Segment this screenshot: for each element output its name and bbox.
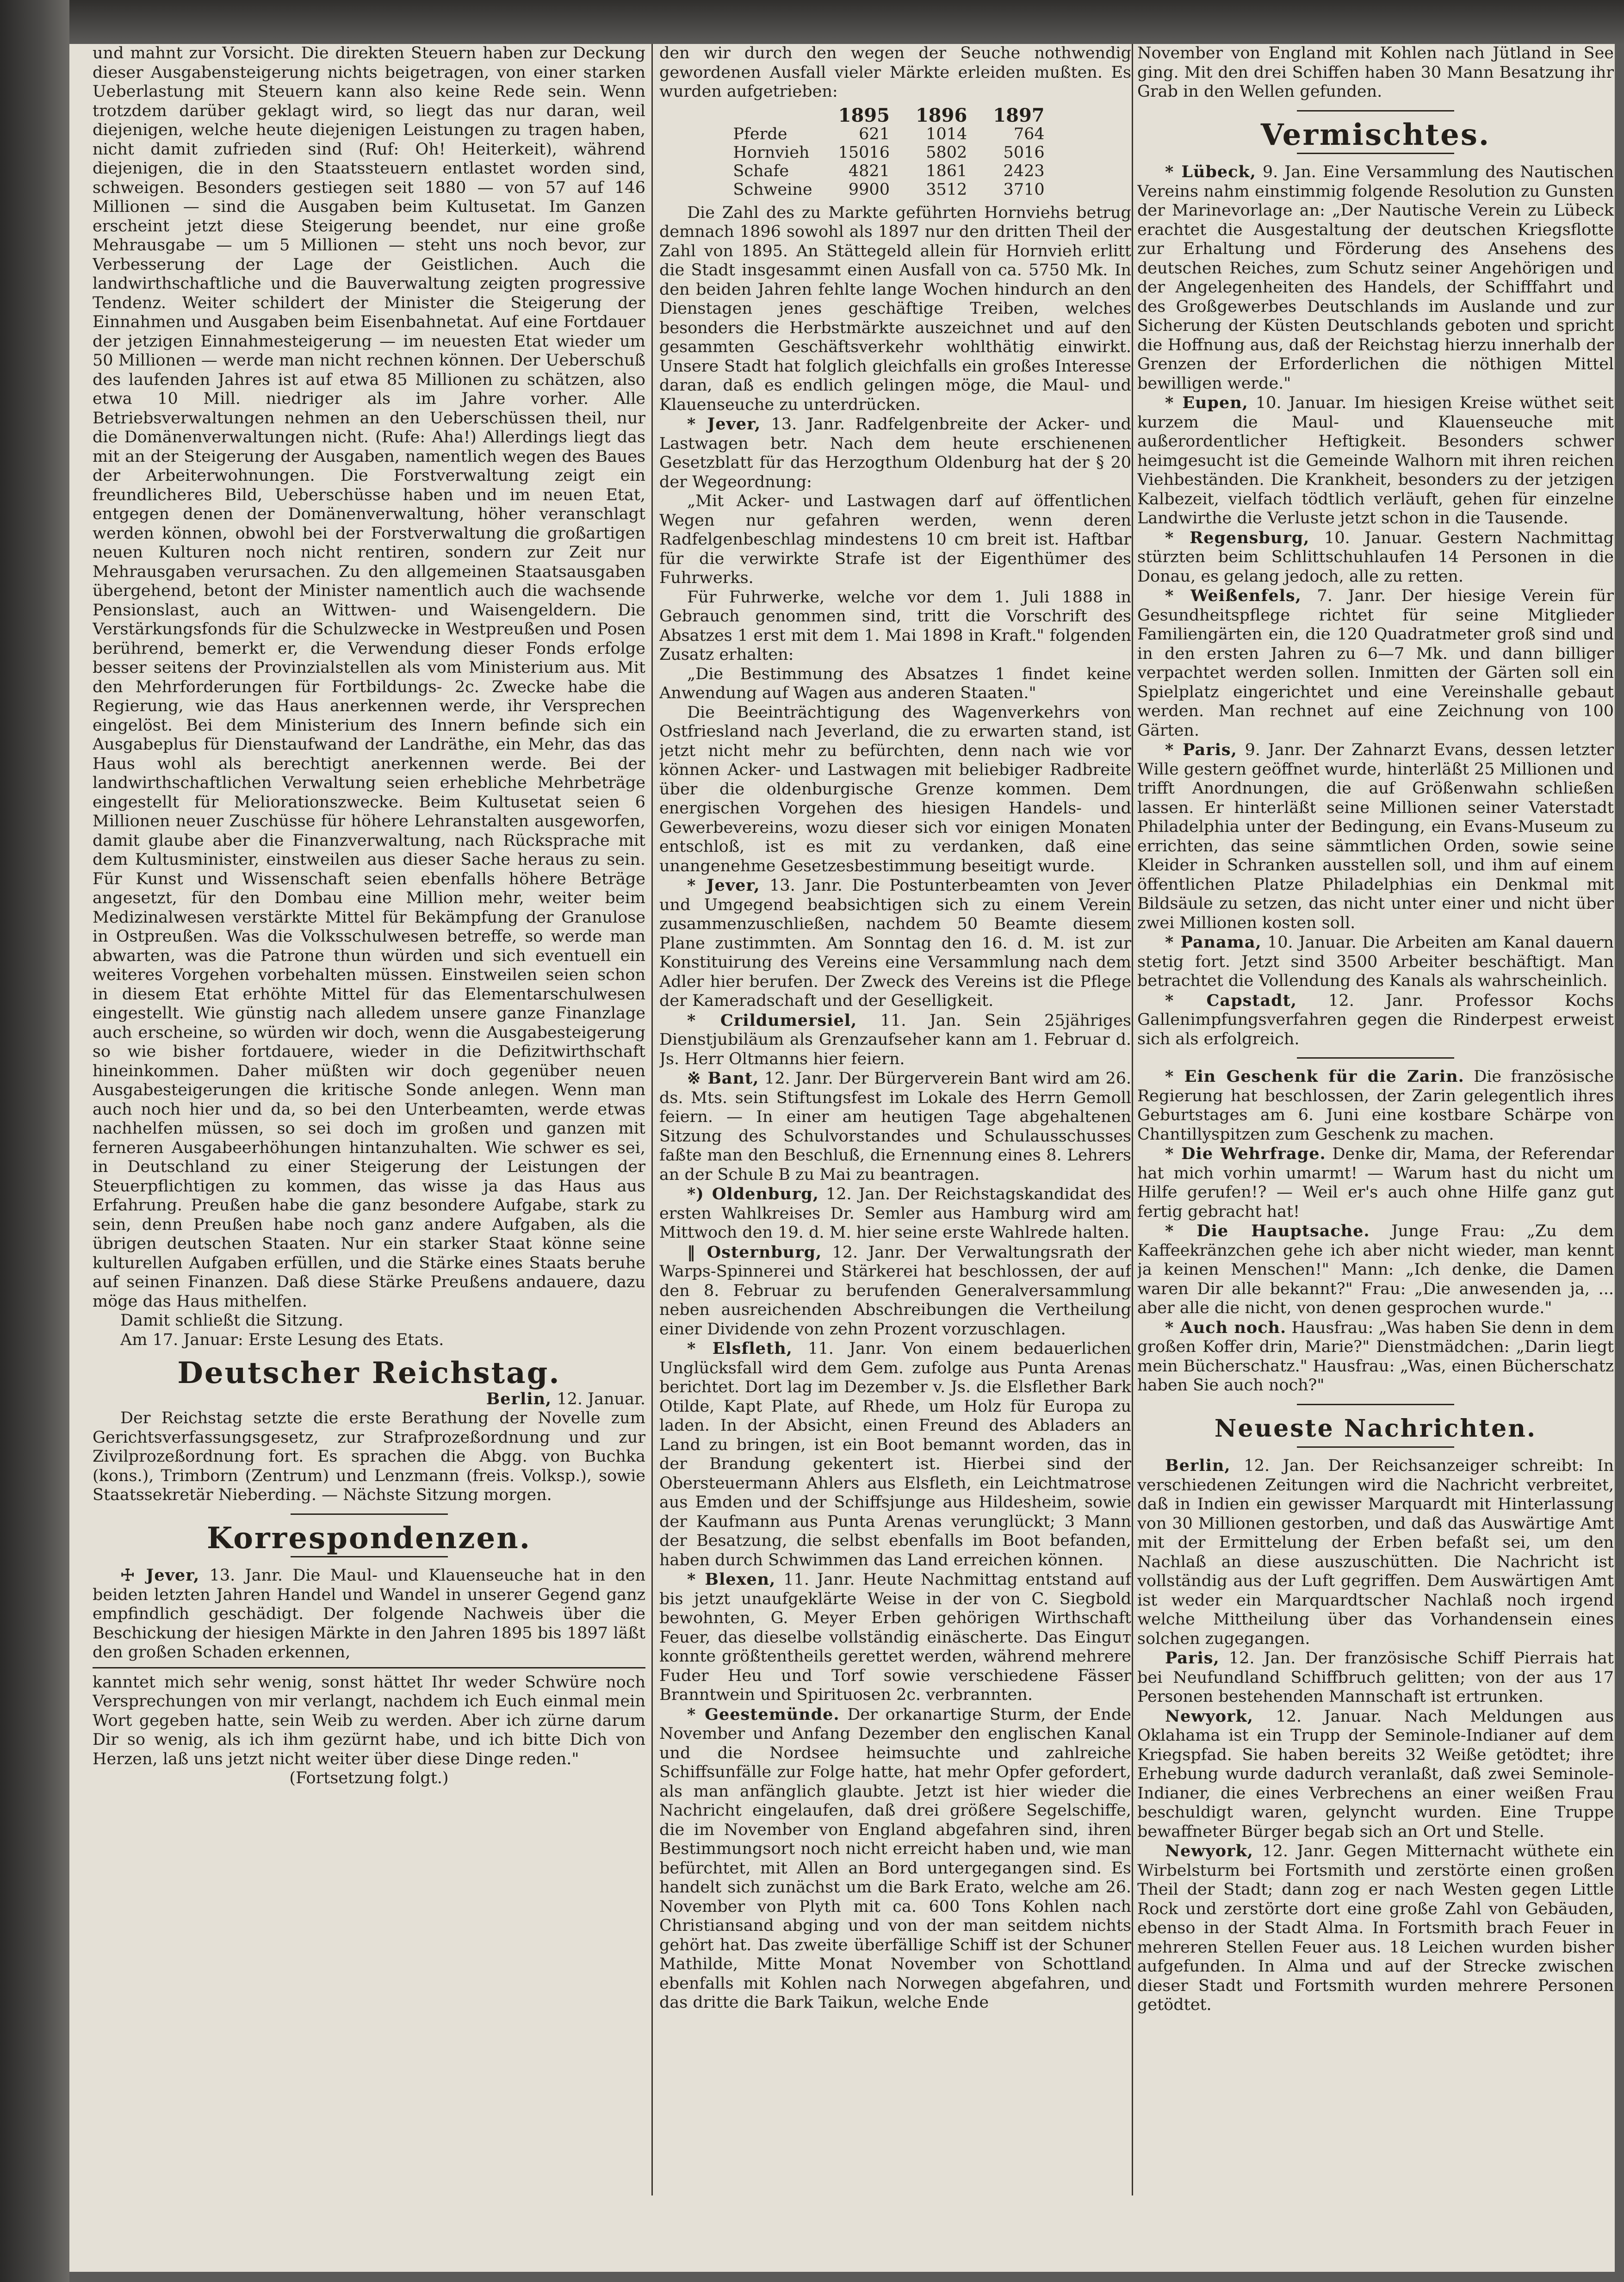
- news-item: [1137, 1842, 1614, 2015]
- article-continuation: und mahnt zur Vorsicht. Die direkten Steuern haben zur Deckung dieser Ausgabensteigerung nichts beigetragen, von einer starken Ueberlastung mit Steuern kann also keine Rede sein. Wenn trotzdem darüber geklagt wird, so liegt das nur daran, weil diejenigen, welche heute diejenigen Leistungen zu tragen haben, nicht damit zufrieden sind (Ruf: Oh! Heiterkeit), während diejenigen, die in den Staatssteuern entlastet worden sind, schweigen. Besonders gestiegen seit 1880 — von 57 auf 146 Millionen — sind die Ausgaben beim Kultusetat. Im Ganzen erscheint jetzt diese Steigerung beendet, nur eine große Mehrausgabe — um 5 Millionen — steht uns noch bevor, zur Verbesserung der Lage der Geistlichen. Auch die landwirthschaftliche und die Bauverwaltung zeigten progressive Tendenz. Weiter schildert der Minister die Steigerung der Einnahmen und Ausgaben beim Eisenbahnetat. Auf eine Fortdauer der jetzigen Einnahmesteigerung — im neuesten Etat wieder um 50 Millionen — werde man nicht rechnen können. Der Ueberschuß des laufenden Jahres ist auf etwa 85 Millionen zu schätzen, also etwa 10 Mill. niedriger als im Jahre vorher. Alle Betriebsverwaltungen nehmen an den Ueberschüssen theil, nur die Domänenverwaltungen nicht. (Rufe: Aha!) Allerdings liegt das mit an der Steigerung der Ausgaben, namentlich wegen des Baues der Arbeiterwohnungen. Die Forstverwaltung zeigt ein freundlicheres Bild, Ueberschüsse haben und im neuen Etat, entgegen denen der Domänenverwaltung, höher veranschlagt werden können, obwohl bei der Forstverwaltung die großartigen neuen Kulturen noch nicht rentiren, sondern zur Zeit nur Mehrausgaben verursachen. Zu den allgemeinen Staatsausgaben übergehend, betont der Minister namentlich auch die wachsende Pensionslast, auch an Wittwen- und Waisengeldern. Die Verstärkungsfonds für die Schulzwecke in Westpreußen und Posen berührend, bemerkt er, die Verwendung dieser Fonds erfolge besser seitens der Provinzialstellen als vom Ministerium aus. Mit den Mehrforderungen für Fortbildungs- 2c. Zwecke habe die Regierung, wie das Haus anerkennen werde, ihr Versprechen eingelöst. Bei dem Ministerium des Innern befinde sich ein Ausgabeplus für Dienstaufwand der Landräthe, ein Mehr, das das Haus wohl als berechtigt anerkennen werde. Bei der landwirthschaftlichen Verwaltung seien erhebliche Mehrbeträge eingestellt für Meliorationszwecke. Beim Kultusetat seien 6 Millionen neuer Zuschüsse für höhere Lehranstalten ausgeworfen, damit glaube aber die Finanzverwaltung, nach Rücksprache mit dem Kultusminister, einstweilen aus dieser Sache heraus zu sein. Für Kunst und Wissenschaft seien ebenfalls höhere Beträge angesetzt, für den Dombau eine Million mehr, weiter beim Medizinalwesen verstärkte Mittel für Bekämpfung der Granulose in Ostpreußen. Was die Volksschulwesen betreffe, so werde man abwarten, was die Patrone thun würden und sich eventuell ein weiteres Vorgehen vorbehalten müssen. Einstweilen seien schon in diesem Etat erhöhte Mittel für das Elementarschulwesen eingestellt. Wie günstig nach alledem unsere ganze Finanzlage auch erscheine, so würden wir doch, wenn die Ausgabesteigerung so wie bisher fortdauere, wieder in die Defizitwirthschaft hineinkommen. Daher müßten wir doch gegenüber neuen Ausgabesteigerungen die kritische Sonde anlegen. Wenn man auch noch hier und da, so bei den Unterbeamten, werde etwas nachhelfen müssen, so sei doch im großen und ganzen mit ferneren Ausgabeerhöhungen hintanzuhalten. Wie schwer es sei, in Deutschland zu einer Steigerung der Leistungen der Steuerpflichtigen zu kommen, das wisse ja das Haus aus Erfahrung. Preußen habe die ganz besondere Aufgabe, stark zu sein, denn Preußen habe noch ganz andere Aufgaben, als die übrigen deutschen Staaten. Nur ein starker Staat könne seine kulturellen Aufgaben erfüllen, und die Stärke eines Staats beruhe auf seinen Finanzen. Daß diese Stärke Preußens andauere, dazu möge das Haus mithelfen.: [93, 44, 645, 1311]
- section-divider: [291, 1513, 448, 1515]
- column-left: [93, 44, 645, 2195]
- dateline: * Paris,: [1165, 740, 1237, 759]
- news-item: [659, 703, 1131, 876]
- news-item: [1137, 528, 1614, 587]
- item-text: Junge Frau: „Zu dem Kaffeekränzchen gehe ich aber nicht wieder, man kennt ja keinen Menschen!" Mann: „Ich denke, die Damen waren Dir alle bekannt?" Frau: „Die anwesenden ja, ... aber alle die nicht, von denen gesprochen wurde.": [1137, 1222, 1614, 1317]
- dateline: * Jever,: [687, 876, 760, 895]
- section-divider: [291, 1556, 448, 1557]
- dateline: * Crildumersiel,: [687, 1011, 857, 1030]
- dateline: * Eupen,: [1165, 393, 1248, 412]
- section-divider: [1297, 153, 1454, 154]
- item-text: 12. Janr. Gegen Mitternacht wüthete ein Wirbelsturm bei Fortsmith und zerstörte einen großen Theil der Stadt; dann zog er nach Westen gegen Little Rock und zerstörte dort eine große Zahl von Gebäuden, ebenso in der Stadt Alma. In Fortsmith brach Feuer in mehreren Stellen Feuer aus. 18 Leichen wurden bisher aufgefunden. In Alma und auf der Strecke zwischen dieser Stadt und Fortsmith wurden mehrere Personen getödtet.: [1137, 1842, 1614, 2014]
- column-right: [1137, 44, 1614, 2172]
- year-header: 1897: [993, 104, 1045, 126]
- item-text: 10. Januar. Die Arbeiten am Kanal dauern stetig fort. Jetzt sind 3500 Arbeiter beschäftigt. Man betrachtet die Vollendung des Kanals als wahrscheinlich.: [1137, 933, 1614, 990]
- news-item: [1137, 1222, 1614, 1318]
- continuation-note: (Fortsetzung folgt.): [289, 1769, 449, 1787]
- table-row: Pferde 621 1014 764: [733, 124, 1045, 143]
- dateline: ‖ Osternburg,: [687, 1242, 822, 1262]
- item-text: Die französische Regierung hat beschlossen, der Zarin gelegentlich ihres Geburtstages am 6. Juni eine kostbare Schärpe von Chantillyspitzen zum Geschenk zu machen.: [1137, 1067, 1614, 1144]
- news-item: [659, 665, 1131, 703]
- table-row: Schafe 4821 1861 2423: [733, 161, 1045, 180]
- news-item: [1137, 1456, 1614, 1649]
- year-header: 1895: [838, 104, 890, 126]
- item-text: 13. Janr. Radfelgenbreite der Acker- und Lastwagen betr. Nach dem heute erschienenen Gesetzblatt für das Herzogthum Oldenburg hat der § 20 der Wegeordnung:: [659, 415, 1131, 491]
- item-text: 11. Janr. Heute Nachmittag entstand auf bis jetzt unaufgeklärte Weise in der von C. Siegbold bewohnten, G. Meyer Erben gehörigen Wirthschaft Feuer, das dieselbe vollständig einäscherte. Das Einguт konnte größtentheils gerettet werden, während mehrere Fuder Heu und Torf sowie verschiedene Fässer Branntwein und Spirituosen 2c. verbrannten.: [659, 1570, 1131, 1704]
- item-text: 12. Janr. Professor Kochs Gallenimpfungsverfahren gegen die Rinderpest erweist sich als erfolgreich.: [1137, 991, 1614, 1048]
- item-text: 12. Jan. Der Reichsanzeiger schreibt: In verschiedenen Zeitungen wird die Nachricht verbreitet, daß in Indien ein gewisser Marquardt mit Hinterlassung von 30 Millionen gestorben, und daß das Auswärtige Amt mit der Ermittelung der Erben befaßt sei, um den Nachlaß an diese auszuschütten. Die Nachricht ist vollständig aus der Luft gegriffen. Dem Auswärtigen Amt ist weder ein Marquardtscher Nachlaß noch irgend welche Mittheilung über das Vorhandensein eines solchen zugegangen.: [1137, 1457, 1614, 1648]
- news-item: [659, 1570, 1131, 1705]
- news-item: [1137, 162, 1614, 393]
- column-rule-2: [1132, 44, 1133, 2195]
- dateline: Paris,: [1165, 1649, 1220, 1668]
- news-item: [659, 1011, 1131, 1069]
- news-item: [659, 1243, 1131, 1339]
- news-item: [1137, 991, 1614, 1049]
- year-header: 1896: [915, 104, 967, 126]
- ship-continuation: November von England mit Kohlen nach Jütland in See ging. Mit den drei Schiffen haben 30 Mann Besatzung ihr Grab in den Wellen gefunden.: [1137, 44, 1614, 101]
- dateline: Berlin,: [1165, 1456, 1231, 1475]
- feuilleton-rule: [93, 1667, 645, 1668]
- item-text: 12. Janr. Der Bürgerverein Bant wird am 26. ds. Mts. sein Stiftungsfest im Lokale des Herrn Gemoll feiern. — In einer am heutigen Tage abgehaltenen Sitzung des Schulvorstandes und Schulausschusses faßte man den Beschluß, die Ernennung eines 8. Lehrers an der Schule B zu Mai zu beantragen.: [659, 1069, 1131, 1184]
- korrespondenzen-heading: Korrespondenzen.: [207, 1520, 531, 1556]
- section-divider: [1297, 1057, 1454, 1059]
- dateline: * Elsfleth,: [687, 1339, 793, 1358]
- dateline: * Blexen,: [687, 1570, 776, 1589]
- item-text: 9. Janr. Der Zahnarzt Evans, dessen letzter Wille gestern geöffnet wurde, hinterläßt 25 Millionen und trifft Anordnungen, die auf Größenwahn schließen lassen. Er hinterläßt seine Millionen seiner Vaterstadt Philadelphia unter der Bedingung, ein Evans-Museum zu errichten, das seine sämmtlichen Orden, sowie seine Kleider in Schranken ausstellen soll, und ihm auf einem öffentlichen Platze Philadelphias ein Denkmal mit Bildsäule zu setzen, das nicht unter einer und nicht über zwei Millionen kosten soll.: [1137, 741, 1614, 932]
- dateline: * Weißenfels,: [1165, 586, 1302, 605]
- item-text: 10. Januar. Im hiesigen Kreise wüthet seit kurzem die Maul- und Klauenseuche mit außerordentlicher Heftigkeit. Besonders schwer heimgesucht ist die Gemeinde Walhorn mit ihren reichen Viehbeständen. Die Krankheit, besonders zu der jetzigen Kalbezeit, vielfach tödtlich verläuft, gehen für einzelne Landwirthe die Verluste jetzt schon in die Tausende.: [1137, 394, 1614, 527]
- item-text: 12. Janr. Der Verwaltungsrath der Warps-Spinnerei und Stärkerei hat beschlossen, der auf den 8. Februar zu berufenden Generalversammlung neben ausreichenden Abschreibungen die Vertheilung einer Dividende von zehn Prozent vorzuschlagen.: [659, 1243, 1131, 1339]
- item-text: 11. Janr. Von einem bedauerlichen Unglücksfall wird dem Gem. zufolge aus Punta Arenas berichtet. Dort lag im Dezember v. Js. die Elsflether Bark Otilde, Kapt Plate, auf Rhede, um Holz für Europa zu laden. In der Absicht, einen Freund des Abladers an Land zu bringen, ist ein Boot bemannt worden, das in der Brandung gekentert ist. Hierbei sind der Obersteuermann Ahlers aus Elsfleth, ein Leichtmatrose aus Emden und der Schiffsjunge aus Hildesheim, sowie der Kaufmann aus Punta Arenas verunglückt; 3 Mann der Besatzung, die selbst ebenfalls im Boot befanden, haben durch Schwimmen das Land erreichen können.: [659, 1339, 1131, 1569]
- scan-left-edge: [0, 0, 69, 2282]
- scan-top-edge: [0, 0, 1624, 44]
- news-item: [1137, 1649, 1614, 1707]
- item-text: 9. Jan. Eine Versammlung des Nautischen Vereins nahm einstimmig folgende Resolution zu Gunsten der Marinevorlage an: „Der Nautische Verein zu Lübeck erachtet die Ausgestaltung der deutschen Kriegsflotte zur Erhaltung und Förderung des Ansehens des deutschen Reiches, zum Schutz seiner Angehörigen und der Angelegenheiten des Handels, der Schifffahrt und des Großgewerbes Deutschlands im Auslande und zur Sicherung der Küsten Deutschlands geboten und spricht die Hoffnung aus, daß der Reichstag hierzu innerhalb der Grenzen der Erforderlichen die nöthigen Mittel bewilligen werde.": [1137, 163, 1614, 393]
- table-row: Hornvieh 15016 5802 5016: [733, 143, 1045, 162]
- dateline: * Regensburg,: [1165, 528, 1310, 547]
- dateline: * Die Wehrfrage.: [1165, 1144, 1326, 1163]
- dateline: ※ Bant,: [687, 1069, 759, 1088]
- session-close: Damit schließt die Sitzung.: [120, 1311, 344, 1330]
- dateline: * Auch noch.: [1165, 1318, 1287, 1337]
- item-text: Die Beeinträchtigung des Wagenverkehrs von Ostfriesland nach Jeverland, die zu erwarten stand, ist jetzt nicht mehr zu befürchten, denn nach wie vor können Acker- und Lastwagen mit beliebiger Radbreite über die oldenburgische Grenze kommen. Dem energischen Vorgehen des hiesigen Handels- und Gewerbevereins, wozu dieser sich vor einigen Monaten entschloß, ist es mit zu verdanken, daß eine unangenehme Gesetzesbestimmung beseitigt wurde.: [659, 703, 1131, 875]
- item-text: „Die Bestimmung des Absatzes 1 findet keine Anwendung auf Wagen aus anderen Staaten.": [659, 664, 1131, 702]
- news-item: [659, 876, 1131, 1011]
- item-text: Denke dir, Mama, der Referendar hat mich vorhin umarmt! — Warum hast du nicht um Hilfe gerufen!? — Weil er's auch ohne Hilfe ganz gut fertig gebracht hat!: [1137, 1145, 1614, 1221]
- item-text: Für Fuhrwerke, welche vor dem 1. Juli 1888 in Gebrauch genommen sind, tritt die Vorschrift des Absatzes 1 erst mit dem 1. Mai 1898 in Kraft." folgenden Zusatz erhalten:: [659, 588, 1131, 664]
- item-text: 12. Jan. Der französische Schiff Pierrais hat bei Neufundland Schiffbruch gelitten; von der aus 17 Personen bestehenden Mannschaft ist ertrunken.: [1137, 1649, 1614, 1706]
- news-item: [659, 1705, 1131, 2013]
- section-divider: [1297, 110, 1454, 112]
- news-item: [1137, 1707, 1614, 1842]
- vermischtes-heading: Vermischtes.: [1260, 117, 1491, 152]
- anecdote-list: [1137, 1067, 1614, 1395]
- dateline: * Capstadt,: [1165, 991, 1297, 1010]
- latest-news-list: [1137, 1456, 1614, 2015]
- news-item: [659, 1339, 1131, 1570]
- next-session: Am 17. Januar: Erste Lesung des Etats.: [120, 1330, 444, 1349]
- dateline: * Jever,: [687, 415, 761, 434]
- dateline: *) Oldenburg,: [687, 1184, 819, 1203]
- item-text: 11. Jan. Sein 25jähriges Dienstjubiläum als Grenzaufseher kann am 1. Februar d. Js. Herr Oltmanns hier feiern.: [659, 1011, 1131, 1068]
- column-rule-1: [651, 44, 653, 2195]
- news-item: [1137, 933, 1614, 991]
- item-text: 12. Jan. Der Reichstagskandidat des ersten Wahlkreises Dr. Semler aus Hamburg wird am Mittwoch den 19. d. M. hier seine erste Wahlrede halten.: [659, 1185, 1131, 1242]
- dateline: * Geestemünde.: [687, 1705, 840, 1724]
- market-summary: Die Zahl des zu Markte geführten Hornviehs betrug demnach 1896 sowohl als 1897 nur den dritten Theil der Zahl von 1895. An Stättegeld allein für Hornvieh erlitt die Stadt insgesammt einen Ausfall von ca. 5750 Mk. In den beiden Jahren fehlte lange Wochen hindurch an den Dienstagen jenes geschäftige Treiben, welches besonders die Herbstmärkte auszeichnet und auf den gesammten Geschäftsverkehr wohlthätig einwirkt. Unsere Stadt hat folglich gleichfalls ein großes Interesse daran, daß es endlich gelingen möge, die Maul- und Klauenseuche zu unterdrücken.: [659, 203, 1131, 414]
- section-divider: [1297, 1404, 1454, 1405]
- item-text: „Mit Acker- und Lastwagen darf auf öffentlichen Wegen nur gefahren werden, wenn deren Radfelgenbeschlag mindestens 10 cm breit ist. Haftbar für die verwirkte Strafe ist der Eigenthümer des Fuhrwerks.: [659, 492, 1131, 587]
- market-intro: den wir durch den wegen der Seuche nothwendig gewordenen Ausfall vieler Märkte erleiden mußten. Es wurden aufgetrieben:: [659, 44, 1131, 101]
- news-item: [1137, 1144, 1614, 1222]
- dateline: * Die Hauptsache.: [1165, 1222, 1370, 1240]
- feuilleton-text: kanntet mich sehr wenig, sonst hättet Ihr weder Schwüre noch Versprechungen von mir verlangt, nachdem ich Euch einmal mein Wort gegeben hatte, sein Weib zu werden. Aber ich zürne darum Dir so wenig, als ich ihm gezürnt habe, und ich bitte Dich von Herzen, laß uns jetzt nicht weiter über diese Dinge reden.": [93, 1673, 645, 1768]
- item-text: Der orkanartige Sturm, der Ende November und Anfang Dezember den englischen Kanal und die Nordsee heimsuchte und zahlreiche Schiffsunfälle zur Folge hatte, hat mehr Opfer gefordert, als man anfänglich glaubte. Jetzt ist hier wieder die Nachricht eingelaufen, daß drei größere Segelschiffe, die im November von England abgefahren sind, ihren Bestimmungsort noch nicht erreicht haben und, wie man befürchtet, mit Allen an Bord untergegangen sind. Es handelt sich zunächst um die Bark Erato, welche am 26. November von Plyth mit ca. 600 Tons Kohlen nach Christiansand abging und von der man seitdem nichts gehört hat. Das zweite überfällige Schiff ist der Schuner Mathilde, Mitte Monat November von Schottland ebenfalls mit Kohlen nach Norwegen abgefahren, und das dritte die Bark Taikun, welche Ende: [659, 1705, 1131, 2012]
- dateline: Newyork,: [1165, 1842, 1253, 1860]
- news-heading: Neueste Nachrichten.: [1214, 1414, 1537, 1443]
- news-item: [1137, 1318, 1614, 1395]
- item-text: 10. Januar. Gestern Nachmittag stürzten beim Schlittschuhlaufen 14 Personen in die Donau, es gelang jedoch, alle zu retten.: [1137, 528, 1614, 586]
- korr-jever: ☩ Jever, 13. Janr. Die Maul- und Klauenseuche hat in den beiden letzten Jahren Handel und Wandel in unserer Gegend ganz empfindlich geschädigt. Der folgende Nachweis über die Beschickung der hiesigen Märkte in den Jahren 1895 bis 1897 läßt den großen Schaden erkennen,: [93, 1566, 645, 1662]
- dateline: Newyork,: [1165, 1706, 1253, 1726]
- news-item: [659, 492, 1131, 588]
- dateline: * Panama,: [1165, 933, 1262, 952]
- news-item: [1137, 586, 1614, 740]
- misc-list: [1137, 162, 1614, 1049]
- item-text: 13. Janr. Die Postunterbeamten von Jever und Umgegend beabsichtigen sich zu einem Verein zusammenzuschließen, nachdem 50 Beamte diesem Plane zustimmten. Am Sonntag den 16. d. M. ist zur Konstituirung des Vereins eine Versammlung nach dem Adler hier berufen. Der Zweck des Vereins ist die Pflege der Kameradschaft und der Geselligkeit.: [659, 876, 1131, 1010]
- local-news-list: [659, 415, 1131, 2013]
- item-text: 12. Januar. Nach Meldungen aus Oklahama ist ein Trupp der Seminole-Indianer auf dem Kriegspfad. Sie haben bereits 32 Weiße getödtet; ihre Erhebung wurde dadurch veranlaßt, daß zwei Seminole-Indianer, die eines Verbrechens an einer weißen Frau beschuldigt waren, gelyncht wurden. Eine Truppe bewaffneter Bürger begab sich an Ort und Stelle.: [1137, 1707, 1614, 1841]
- item-text: 7. Janr. Der hiesige Verein für Gesundheitspflege richtet für seine Mitglieder Familiengärten ein, die 120 Quadratmeter groß sind und in den ersten Jahren zu 6—7 Mk. und dann billiger verpachtet werden sollen. Inmitten der Gärten soll ein Spielplatz eingerichtet und eine Vereinshalle gebaut werden. Man rechnet auf eine Zeichnung von 100 Gärten.: [1137, 587, 1614, 740]
- reichstag-text: Der Reichstag setzte die erste Berathung der Novelle zum Gerichtsverfassungsgesetz, zur Strafprozeßordnung und zur Zivilprozeßordnung fort. Es sprachen die Abgg. von Buchka (kons.), Trimborn (Zentrum) und Lenzmann (freis. Volksp.), sowie Staatssekretär Nieberding. — Nächste Sitzung morgen.: [93, 1409, 645, 1504]
- news-item: [659, 588, 1131, 665]
- reichstag-heading: Deutscher Reichstag.: [177, 1356, 561, 1390]
- news-item: [1137, 740, 1614, 933]
- news-item: [659, 1184, 1131, 1243]
- news-item: [1137, 1067, 1614, 1144]
- news-item: [1137, 393, 1614, 528]
- dateline: * Ein Geschenk für die Zarin.: [1165, 1067, 1464, 1086]
- news-item: [659, 415, 1131, 492]
- reichstag-dateline: Berlin, 12. Januar.: [486, 1389, 645, 1408]
- table-row: Schweine 9900 3512 3710: [733, 180, 1045, 199]
- news-item: [659, 1069, 1131, 1184]
- dateline: * Lübeck,: [1165, 162, 1256, 181]
- section-divider: [1297, 1446, 1454, 1448]
- market-table: [733, 106, 1057, 199]
- column-middle: [659, 44, 1131, 2200]
- item-text: Hausfrau: „Was haben Sie denn in dem großen Koffer drin, Marie?" Dienstmädchen: „Darin liegt mein Bücherschatz." Hausfrau: „Was, einen Bücherschatz haben Sie auch noch?": [1137, 1318, 1614, 1395]
